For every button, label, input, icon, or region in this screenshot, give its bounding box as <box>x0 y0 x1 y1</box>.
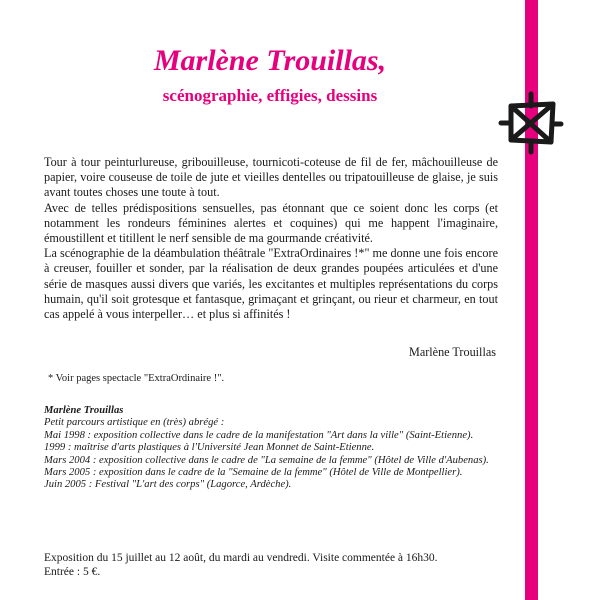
bio-line: Juin 2005 : Festival "L'art des corps" (Lagorce, Ardèche). <box>44 479 292 491</box>
body-text <box>44 155 498 322</box>
bio-name: Marlène Trouillas <box>44 405 124 416</box>
exhibition-dates: Exposition du 15 juillet au 12 août, du mardi au vendredi. Visite commentée à 16h30. <box>44 552 438 564</box>
signature: Marlène Trouillas <box>408 345 496 359</box>
body-paragraph: La scénographie de la déambulation théâtrale "ExtraOrdinaires !*" me donne une fois encore à creuser, fouiller et sonder, par la réalisation de deux grandes poupées articulées et d'une série de masques aussi divers que variés, les excitantes et multiples représentations du corps humain, qu'il soit grotesque et fantasque, grimaçant et grinçant, ou rieur et charmeur, en tout cas appelé à vous interpeller… et plus si affinités ! <box>44 246 498 322</box>
body-paragraph: Avec de telles prédispositions sensuelles, pas étonnant que ce soient donc les corps (et notamment les rondeurs féminines alertes et coquines) qui me happent l'imaginaire, émoustillent et titillent le nerf sensible de ma gourmande créativité. <box>44 200 498 246</box>
bio-line: 1999 : maîtrise d'arts plastiques à l'Université Jean Monnet de Saint-Etienne. <box>44 442 375 454</box>
body-paragraph: Tour à tour peinturlureuse, gribouilleuse, tournicoti-coteuse de fil de fer, mâchouilleuse de papier, voire couseuse de toile de jute et vieilles dentelles ou tripatouilleuse de glaise, je suis avant toutes choses une toute à tout. <box>44 155 498 200</box>
bio-line: Petit parcours artistique en (très) abrégé : <box>44 417 225 429</box>
square-cross-symbol-icon <box>497 88 567 158</box>
page-title: Marlène Trouillas, <box>153 44 387 77</box>
bio-line: Mai 1998 : exposition collective dans le cadre de la manifestation "Art dans la ville" (Saint-Etienne). <box>44 429 474 441</box>
artist-bio <box>44 405 504 492</box>
footnote: * Voir pages spectacle "ExtraOrdinaire !". <box>48 373 225 384</box>
exhibition-info <box>44 551 504 579</box>
exhibition-entry: Entrée : 5 €. <box>44 566 101 578</box>
bio-line: Mars 2004 : exposition collective dans le cadre de "La semaine de la femme" (Hôtel de Ville d'Aubenas). <box>44 454 489 466</box>
page-subtitle: scénographie, effigies, dessins <box>162 86 378 105</box>
bio-line: Mars 2005 : exposition dans le cadre de la "Semaine de la femme" (Hôtel de Ville de Montpellier). <box>44 467 463 479</box>
